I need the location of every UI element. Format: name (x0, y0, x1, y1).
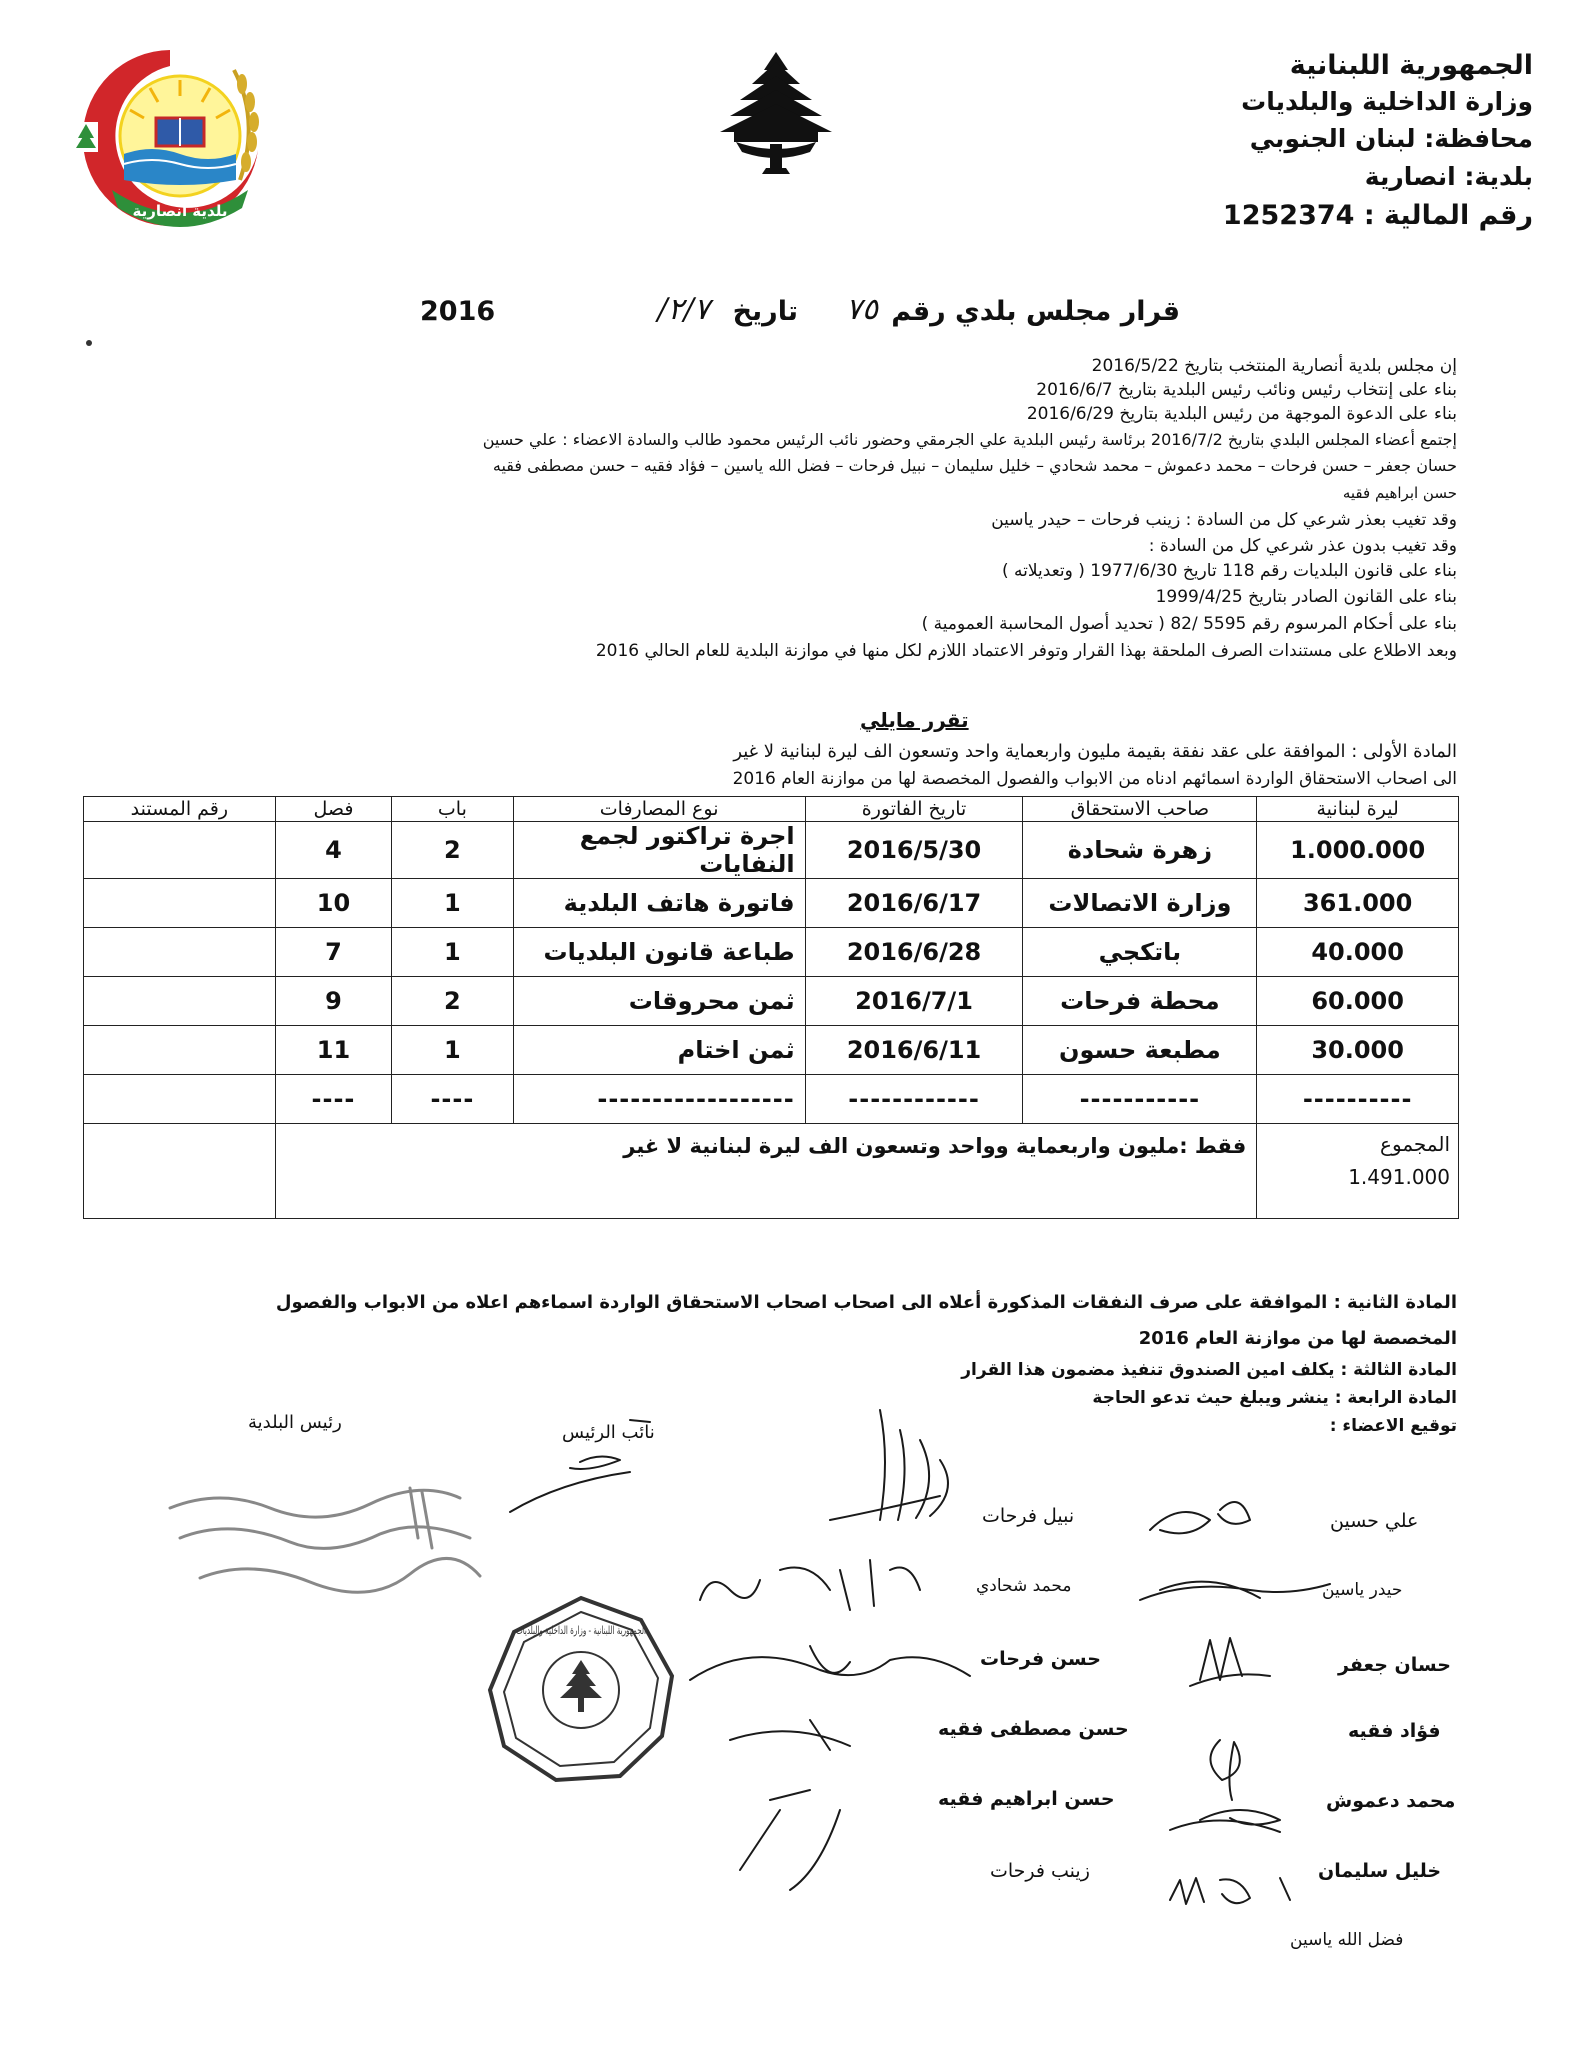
table-row-dashes (84, 1075, 1459, 1124)
preamble-line: حسن ابراهيم فقيه (1342, 484, 1457, 502)
cell-type-dash: ------------------ (513, 1075, 805, 1124)
total-label: المجموع (1380, 1132, 1450, 1156)
title-date-handwritten: ٢/٧/ (657, 292, 710, 327)
member-signature-scribble (820, 1400, 1000, 1540)
total-in-words: فقط :مليون واربعماية وواحد وتسعون الف ليرة لبنانية لا غير (623, 1134, 1247, 1158)
table-row (84, 1026, 1459, 1075)
title-year: 2016 (420, 296, 496, 327)
total-cell (1257, 1124, 1459, 1219)
table-row (84, 928, 1459, 977)
member-signatures-middle (690, 1550, 1010, 1910)
article-one-line: الى اصحاب الاستحقاق الواردة اسمائهم ادناه من الابواب والفصول المخصصة لها من موازنة العام 2016 (732, 769, 1457, 789)
cell-chapter: 11 (275, 1026, 391, 1075)
preamble-line: بناء على أحكام المرسوم رقم 5595 /82 ( تحديد أصول المحاسبة العمومية ) (921, 614, 1457, 634)
cell-beneficiary: زهرة شحادة (1023, 822, 1257, 879)
cell-section: 2 (392, 822, 513, 879)
cell-expense-type: طباعة قانون البلديات (513, 928, 805, 977)
member-name-mohamad-shehadi: محمد شحادي (976, 1576, 1072, 1596)
article-one (197, 738, 1457, 792)
table-header-row (84, 797, 1459, 822)
municipality-logo (52, 40, 292, 240)
member-name-khalil-sleiman: خليل سليمان (1318, 1860, 1442, 1882)
cell-date-dash: ------------ (805, 1075, 1023, 1124)
cell-amount-dash: ---------- (1257, 1075, 1459, 1124)
cell-document-number (84, 928, 276, 977)
expenses-table (83, 796, 1459, 1219)
preamble-line: حسان جعفر – حسن فرحات – محمد دعموش – محمد شحادي – خليل سليمان – نبيل فرحات – فضل الله ياسين – فؤاد فقيه – حسن مصطفى فقيه (492, 456, 1457, 475)
cell-beneficiary: مطبعة حسون (1023, 1026, 1257, 1075)
cell-invoice-date: 2016/7/1 (805, 977, 1023, 1026)
col-invoice-date-header: تاريخ الفاتورة (805, 797, 1023, 822)
cell-invoice-date: 2016/6/28 (805, 928, 1023, 977)
decision-title (420, 292, 1180, 336)
article-four: المادة الرابعة : ينشر ويبلغ حيث تدعو الحاجة (1092, 1388, 1457, 1408)
preamble-line: إجتمع أعضاء المجلس البلدي بتاريخ 2016/7/2 برئاسة رئيس البلدية علي الجرمقي وحضور نائب الرئيس محمود طالب والسادة الاعضاء : علي حسين (482, 430, 1457, 449)
member-name-haidar-yassin: حيدر ياسين (1322, 1580, 1403, 1600)
header-governorate: محافظة: لبنان الجنوبي (1249, 124, 1533, 153)
cell-invoice-date: 2016/6/11 (805, 1026, 1023, 1075)
cell-beneficiary: وزارة الاتصالات (1023, 879, 1257, 928)
col-section-header: باب (392, 797, 513, 822)
cell-beneficiary: باتكجي (1023, 928, 1257, 977)
cell-section: 1 (392, 1026, 513, 1075)
cell-beneficiary-dash: ----------- (1023, 1075, 1257, 1124)
title-text: قرار مجلس بلدي رقم (891, 296, 1180, 327)
cell-amount: 361.000 (1257, 879, 1459, 928)
cell-invoice-date: 2016/5/30 (805, 822, 1023, 879)
member-name-hassan-ibrahim-faqih: حسن ابراهيم فقيه (938, 1788, 1115, 1810)
cell-document-number (84, 977, 276, 1026)
cell-chapter-dash: ---- (275, 1075, 391, 1124)
member-name-hassan-farhat: حسن فرحات (980, 1648, 1101, 1670)
preamble-line: وقد تغيب بعذر شرعي كل من السادة : زينب فرحات – حيدر ياسين (991, 510, 1457, 530)
member-name-fouad-faqih: فؤاد فقيه (1348, 1720, 1441, 1742)
member-name-fadlallah-yassin: فضل الله ياسين (1290, 1930, 1404, 1950)
col-amount-header: ليرة لبنانية (1257, 797, 1459, 822)
title-date-label: تاريخ (732, 296, 798, 327)
preamble-line: بناء على قانون البلديات رقم 118 تاريخ 1977/6/30 ( وتعديلاته ) (1002, 561, 1457, 581)
vice-president-label: نائب الرئيس (562, 1422, 655, 1443)
member-name-hassan-mostafa-faqih: حسن مصطفى فقيه (938, 1718, 1129, 1740)
cedar-emblem-icon (706, 48, 846, 183)
header-finance-number: رقم المالية : 1252374 (1222, 200, 1533, 231)
total-value: 1.491.000 (1348, 1165, 1450, 1189)
cell-section: 1 (392, 879, 513, 928)
cell-chapter: 7 (275, 928, 391, 977)
logo-caption: بلدية أنصارية (132, 202, 228, 220)
col-chapter-header: فصل (275, 797, 391, 822)
col-beneficiary-header: صاحب الاستحقاق (1023, 797, 1257, 822)
preamble (197, 354, 1457, 664)
letterhead (1053, 48, 1533, 236)
member-name-nabil-farhat: نبيل فرحات (982, 1505, 1075, 1527)
president-signature (160, 1478, 490, 1608)
preamble-line: وقد تغيب بدون عذر شرعي كل من السادة : (1148, 536, 1457, 556)
cell-beneficiary: محطة فرحات (1023, 977, 1257, 1026)
cell-chapter: 4 (275, 822, 391, 879)
preamble-line: إن مجلس بلدية أنصارية المنتخب بتاريخ 2016/5/22 (1091, 356, 1457, 376)
vice-president-signature (480, 1412, 670, 1522)
member-name-ali-hussein: علي حسين (1330, 1510, 1419, 1532)
preamble-line: بناء على القانون الصادر بتاريخ 1999/4/25 (1155, 587, 1457, 607)
president-label: رئيس البلدية (248, 1412, 342, 1433)
cell-section-dash: ---- (392, 1075, 513, 1124)
header-municipality: بلدية: انصارية (1364, 162, 1533, 191)
cell-expense-type: ثمن اختام (513, 1026, 805, 1075)
article-one-line: المادة الأولى : الموافقة على عقد نفقة بقيمة مليون واربعماية واحد وتسعون الف ليرة لبنانية لا غير (733, 741, 1457, 762)
member-name-hassan-jaafar: حسان جعفر (1338, 1654, 1451, 1676)
table-row (84, 879, 1459, 928)
table-row (84, 977, 1459, 1026)
cell-document-dash (84, 1075, 276, 1124)
member-signatures-right (1130, 1480, 1370, 1940)
cell-chapter: 10 (275, 879, 391, 928)
preamble-line: بناء على الدعوة الموجهة من رئيس البلدية بتاريخ 2016/6/29 (1026, 404, 1457, 424)
stamp-text: الجمهورية اللبنانية - وزارة الداخلية والبلديات (516, 1624, 646, 1637)
title-number-handwritten: ٧٥ (845, 292, 878, 327)
members-signature-label: توقيع الاعضاء : (1329, 1416, 1457, 1436)
table-total-row (84, 1124, 1459, 1219)
total-empty-cell (84, 1124, 276, 1219)
cell-amount: 60.000 (1257, 977, 1459, 1026)
cell-expense-type: اجرة تراكتور لجمع النفايات (513, 822, 805, 879)
col-document-number-header: رقم المستند (84, 797, 276, 822)
cell-invoice-date: 2016/6/17 (805, 879, 1023, 928)
col-expense-type-header: نوع المصارفات (513, 797, 805, 822)
total-words-cell (275, 1124, 1257, 1219)
cell-chapter: 9 (275, 977, 391, 1026)
margin-mark (86, 340, 92, 346)
cell-expense-type: فاتورة هاتف البلدية (513, 879, 805, 928)
cell-amount: 40.000 (1257, 928, 1459, 977)
cell-document-number (84, 879, 276, 928)
table-row (84, 822, 1459, 879)
article-three: المادة الثالثة : يكلف امين الصندوق تنفيذ مضمون هذا القرار (961, 1360, 1457, 1380)
article-two-line: المادة الثانية : الموافقة على صرف النفقات المذكورة أعلاه الى اصحاب اصحاب الاستحقاق الواردة اسماءهم اعلاه من الابواب والفصول (275, 1292, 1457, 1313)
cell-document-number (84, 1026, 276, 1075)
header-republic: الجمهورية اللبنانية (1289, 50, 1533, 81)
cell-section: 1 (392, 928, 513, 977)
cell-amount: 30.000 (1257, 1026, 1459, 1075)
preamble-line: بناء على إنتخاب رئيس ونائب رئيس البلدية بتاريخ 2016/6/7 (1036, 380, 1457, 400)
article-two-line: المخصصة لها من موازنة العام 2016 (1138, 1328, 1457, 1349)
cell-section: 2 (392, 977, 513, 1026)
decision-heading: تقرر مايلي (860, 708, 969, 732)
member-name-mohamad-damoush: محمد دعموش (1326, 1790, 1456, 1812)
cell-document-number (84, 822, 276, 879)
member-name-zeinab-farhat: زينب فرحات (990, 1860, 1090, 1882)
cell-amount: 1.000.000 (1257, 822, 1459, 879)
header-ministry: وزارة الداخلية والبلديات (1241, 87, 1533, 116)
cell-expense-type: ثمن محروقات (513, 977, 805, 1026)
preamble-line: وبعد الاطلاع على مستندات الصرف الملحقة بهذا القرار وتوفر الاعتماد اللازم لكل منها في موازنة البلدية للعام الحالي 2016 (595, 641, 1457, 661)
official-stamp (486, 1594, 676, 1784)
